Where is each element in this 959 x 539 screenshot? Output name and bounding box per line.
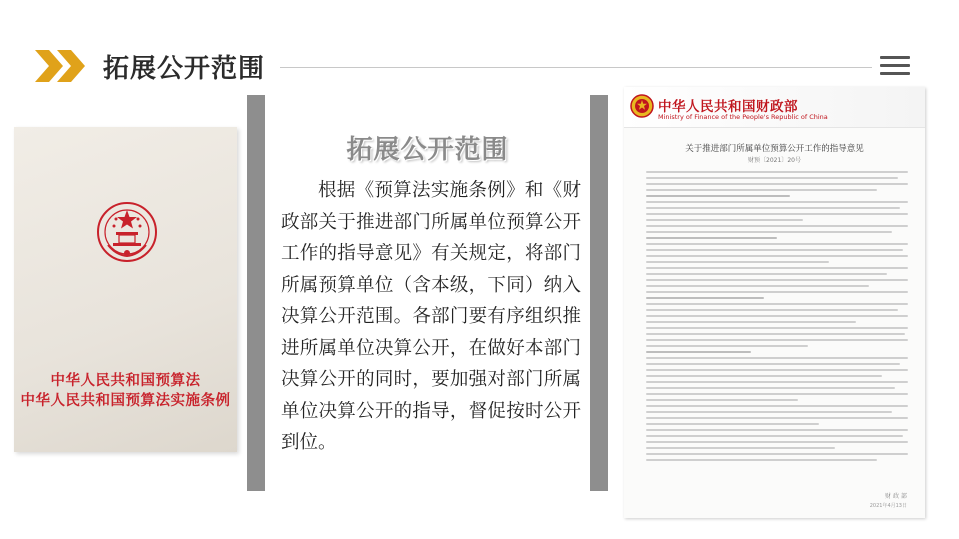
ministry-name-en: Ministry of Finance of the People's Republic of China: [658, 113, 828, 121]
book-title-line-2: 中华人民共和国预算法实施条例: [20, 392, 231, 409]
national-emblem-icon: [96, 201, 158, 263]
document-body-lines: [646, 171, 908, 465]
double-chevron-icon: [35, 50, 87, 82]
panel-left-bar: [247, 95, 265, 491]
document-signature: 财 政 部: [885, 493, 907, 500]
document-header: [624, 87, 925, 128]
book-title-line-1: 中华人民共和国预算法: [50, 372, 201, 389]
title-divider: [280, 67, 872, 68]
panel-right-bar: [590, 95, 608, 491]
budget-law-book-cover: [14, 127, 237, 452]
document-title: 关于推进部门所属单位预算公开工作的指导意见: [685, 144, 864, 154]
text-panel: [265, 95, 590, 491]
menu-icon[interactable]: [880, 56, 910, 76]
document-date: 2021年4月13日: [869, 503, 907, 509]
ministry-name-cn: 中华人民共和国财政部: [658, 99, 798, 115]
panel-body-text: 根据《预算法实施条例》和《财政部关于推进部门所属单位预算公开工作的指导意见》有关规定，将部门所属预算单位（含本级，下同）纳入决算公开范围。各部门要有序组织推进所属单位决算公开，在做好本部门决算公开的同时，要加强对部门所属单位决算公开的指导，督促按时公开到位。: [281, 180, 581, 453]
page-title: 拓展公开范围: [103, 54, 266, 84]
panel-title: 拓展公开范围: [346, 135, 509, 165]
ministry-emblem-icon: [630, 94, 654, 118]
document-number: 财预〔2021〕20号: [748, 157, 801, 164]
ministry-document-image: [624, 87, 925, 518]
